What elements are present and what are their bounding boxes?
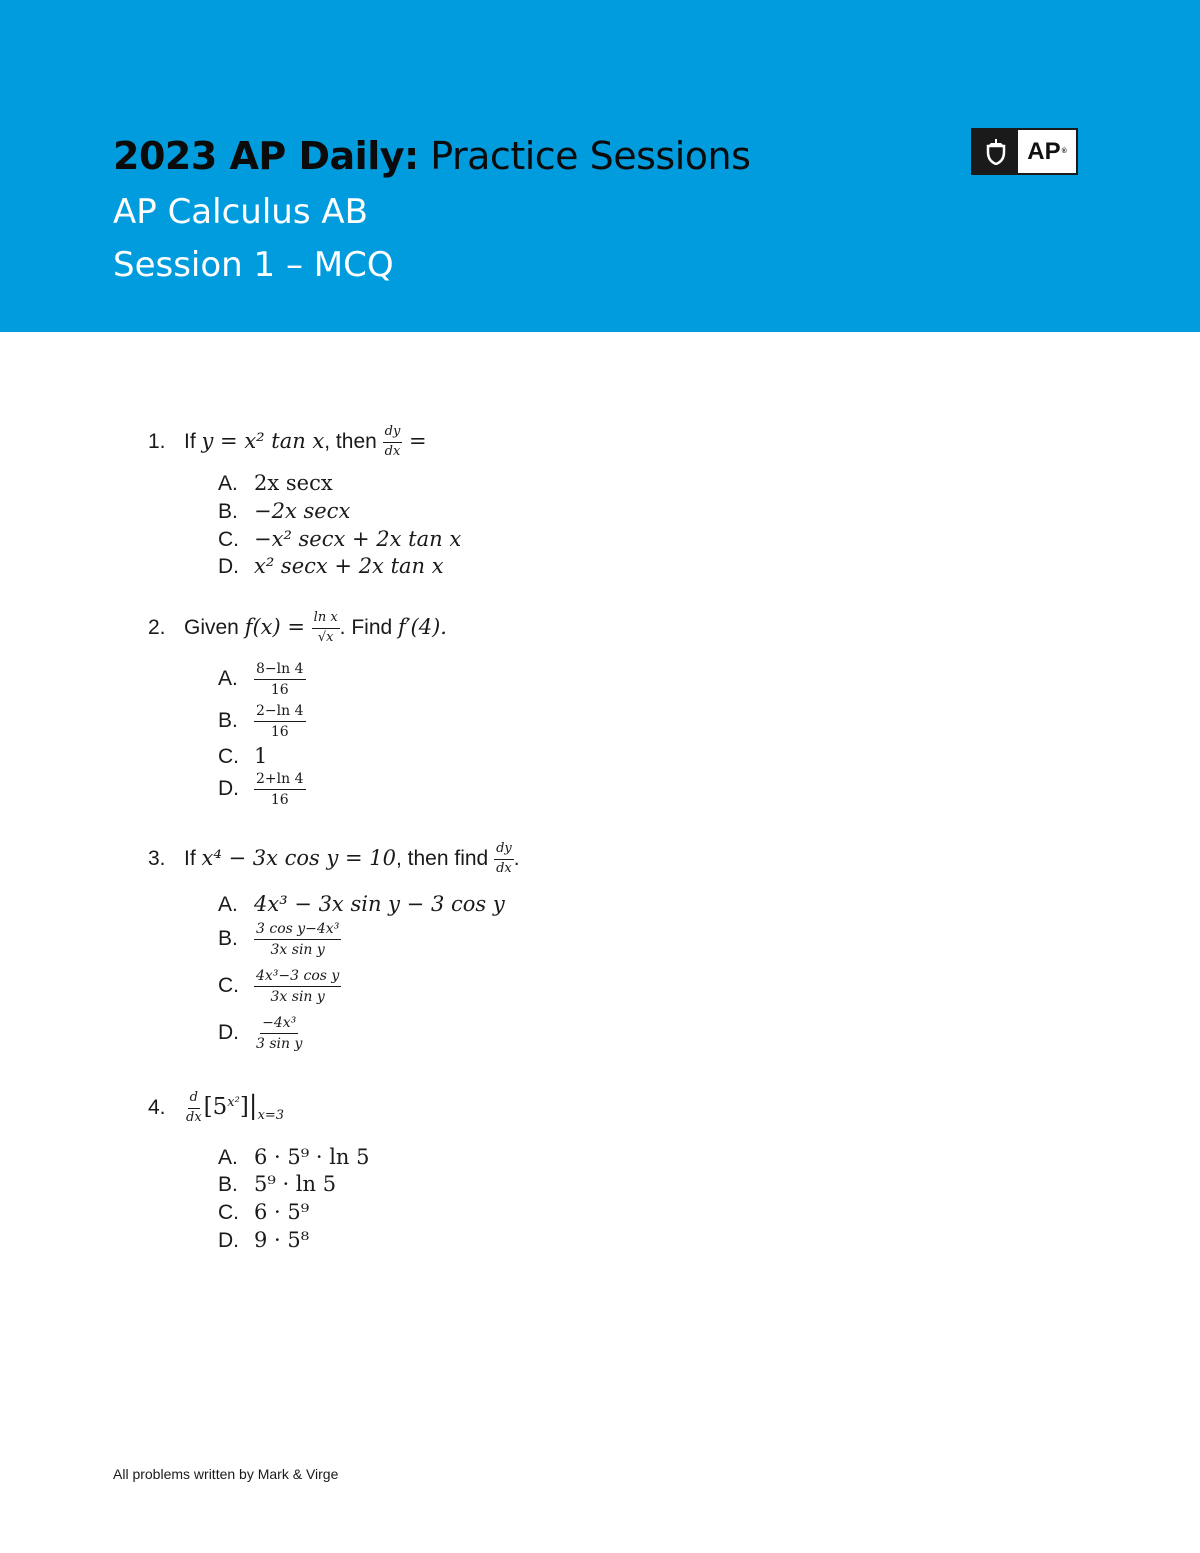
title-bold: 2023 AP Daily:	[113, 134, 419, 178]
choice-fraction	[254, 1014, 304, 1053]
question-1	[148, 424, 427, 461]
fraction-denominator: dx	[384, 443, 401, 459]
fraction-numerator: 8−ln 4	[254, 660, 306, 680]
choice-text: 5⁹ · ln 5	[254, 1172, 337, 1196]
question-prompt-mid: . Find	[339, 615, 399, 639]
fraction-numerator: ln x	[312, 610, 340, 629]
choice-letter: D.	[218, 777, 239, 801]
choice-1a[interactable]	[218, 471, 333, 496]
exponent: x²	[227, 1094, 240, 1110]
fraction-numerator: 2−ln 4	[254, 702, 306, 722]
choice-fraction	[254, 920, 341, 959]
choice-letter: C.	[218, 1201, 239, 1224]
choice-3d[interactable]	[218, 1014, 304, 1053]
fraction-denominator: 3 sin y	[256, 1036, 303, 1053]
question-prompt-pre: Given	[184, 615, 245, 639]
evaluation-point: x=3	[257, 1108, 285, 1124]
question-number: 4.	[148, 1095, 166, 1119]
choice-1c[interactable]	[218, 527, 461, 552]
fraction-numerator: 3 cos y−4x³	[254, 920, 341, 940]
question-prompt-mid: , then	[324, 429, 383, 453]
choice-letter: C.	[218, 974, 239, 998]
choice-fraction	[254, 702, 306, 741]
choice-text: 9 · 5⁸	[254, 1228, 310, 1252]
fraction-numerator: 2+ln 4	[254, 770, 306, 790]
choice-1d[interactable]	[218, 554, 444, 579]
choice-text: 2x secx	[254, 471, 333, 495]
choice-letter: C.	[218, 745, 239, 768]
session-subtitle: Session 1 – MCQ	[113, 245, 394, 285]
choice-fraction	[254, 967, 341, 1006]
fraction-denominator: 3x sin y	[270, 989, 325, 1006]
choice-2d[interactable]	[218, 770, 306, 809]
fraction-denominator: 3x sin y	[270, 942, 325, 959]
choice-text: 6 · 5⁹	[254, 1200, 310, 1224]
question-number: 1.	[148, 429, 166, 453]
choice-text: 1	[254, 744, 268, 768]
fraction-denominator: dx	[496, 860, 512, 876]
choice-text: x² secx + 2x tan x	[254, 554, 444, 578]
question-prompt-end: =	[402, 428, 427, 453]
question-math: y = x² tan x	[201, 428, 325, 453]
choice-4c[interactable]	[218, 1200, 309, 1225]
choice-letter: A.	[218, 1146, 238, 1169]
evaluation-bar: |	[248, 1090, 258, 1121]
question-prompt-pre: If	[184, 429, 202, 453]
choice-text: 4x³ − 3x sin y − 3 cos y	[254, 892, 505, 916]
derivative-fraction	[383, 424, 403, 461]
choice-text: −2x secx	[254, 499, 351, 523]
fraction-numerator: −4x³	[260, 1014, 298, 1034]
question-prompt-end: f′(4).	[398, 614, 447, 639]
derivative-operator	[184, 1090, 204, 1127]
fraction-numerator: 4x³−3 cos y	[254, 967, 341, 987]
choice-2a[interactable]	[218, 660, 306, 699]
question-number: 3.	[148, 846, 166, 870]
choice-letter: D.	[218, 1229, 239, 1252]
choice-letter: D.	[218, 1021, 239, 1045]
question-3	[148, 841, 520, 878]
derivative-fraction	[494, 841, 514, 878]
fraction-numerator: d	[188, 1090, 200, 1109]
question-number: 2.	[148, 615, 166, 639]
question-math: f(x) =	[244, 614, 312, 639]
question-prompt-pre: If	[184, 846, 202, 870]
bracket-close: ]	[239, 1093, 249, 1120]
choice-4b[interactable]	[218, 1172, 336, 1197]
ap-logo-letters: AP	[1027, 137, 1061, 165]
choice-letter: B.	[218, 709, 238, 733]
choice-letter: A.	[218, 893, 238, 916]
question-4	[148, 1090, 284, 1127]
choice-3c[interactable]	[218, 967, 341, 1006]
choice-letter: B.	[218, 1173, 238, 1196]
choice-4a[interactable]	[218, 1145, 369, 1170]
choice-4d[interactable]	[218, 1228, 309, 1253]
choice-letter: D.	[218, 555, 239, 578]
footer-credit: All problems written by Mark & Virge	[113, 1466, 339, 1482]
choice-letter: A.	[218, 667, 238, 691]
choice-1b[interactable]	[218, 499, 350, 524]
question-math: [5	[203, 1093, 228, 1120]
question-2	[148, 610, 447, 647]
choice-letter: B.	[218, 500, 238, 523]
question-math: x⁴ − 3x cos y = 10	[201, 845, 396, 870]
question-prompt-mid: , then find	[396, 846, 495, 870]
choice-fraction	[254, 660, 306, 699]
title-regular: Practice Sessions	[418, 134, 751, 178]
function-fraction	[312, 610, 340, 647]
choice-2c[interactable]	[218, 744, 267, 769]
choice-text: −x² secx + 2x tan x	[254, 527, 462, 551]
fraction-numerator: dy	[494, 841, 514, 860]
choice-3a[interactable]	[218, 892, 505, 917]
choice-letter: B.	[218, 927, 238, 951]
fraction-denominator: 16	[270, 792, 289, 809]
fraction-denominator: 16	[270, 682, 289, 699]
course-subtitle: AP Calculus AB	[113, 192, 368, 232]
question-prompt-end: .	[513, 846, 520, 870]
choice-fraction	[254, 770, 306, 809]
fraction-denominator: 16	[270, 724, 289, 741]
registered-mark: ®	[1061, 148, 1067, 155]
choice-letter: C.	[218, 528, 239, 551]
choice-letter: A.	[218, 472, 238, 495]
choice-text: 6 · 5⁹ · ln 5	[254, 1145, 370, 1169]
fraction-denominator: dx	[186, 1109, 202, 1125]
fraction-numerator: dy	[383, 424, 403, 443]
choice-2b[interactable]	[218, 702, 306, 741]
choice-3b[interactable]	[218, 920, 341, 959]
fraction-denominator: √x	[317, 629, 334, 645]
